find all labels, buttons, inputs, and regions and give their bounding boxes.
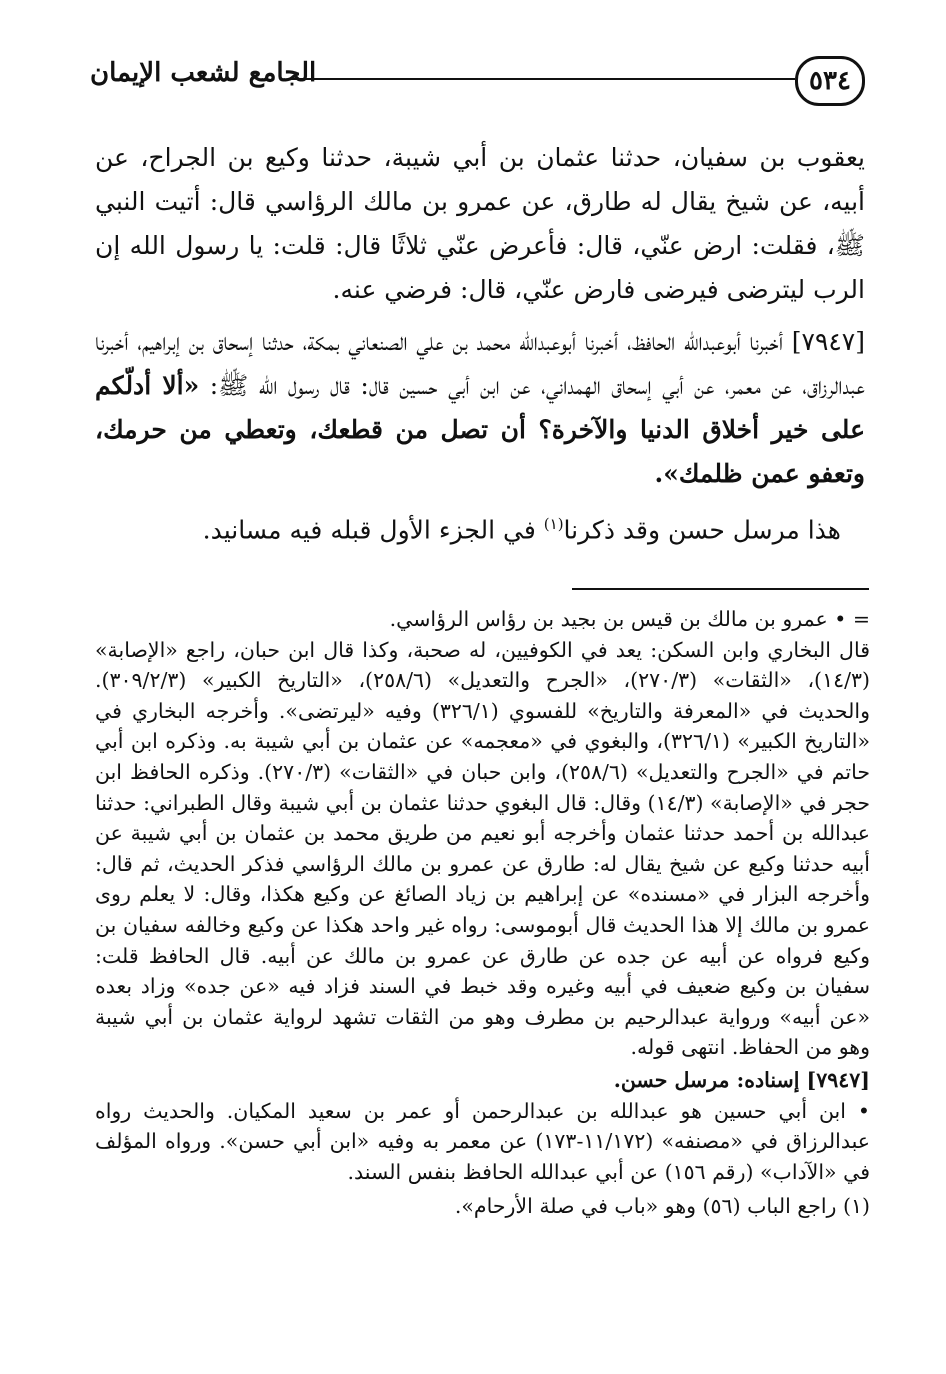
- bullet: •: [827, 607, 847, 631]
- footnote-1-body: قال البخاري وابن السكن: يعد في الكوفيين، له صحبة، وكذا قال ابن حبان، راجع «الإصابة» (١٤/٣)، «الثقات» (٢٧٠/٣)، «الجرح والتعديل» (٢٥٨/٦)، «التاريخ الكبير» (٣٠٩/٢/٣). والحديث في «المعرفة والتاريخ» للفسوي (٣٢٦/١) وفيه «ليرتضى». وأخرجه البخاري في «التاريخ الكبير» (٣٢٦/١)، والبغوي في «معجمه» عن عثمان بن أبي شيبة به. وذكره ابن أبي حاتم في «الجرح والتعديل» (٢٥٨/٦)، وابن حبان في «الثقات» (٢٧٠/٣). وذكره الحافظ ابن حجر في «الإصابة» (١٤/٣) وقال: قال البغوي حدثنا عثمان بن أبي شيبة وقال الطبراني: حدثنا عبدالله بن أحمد حدثنا عثمان وأخرجه أبو نعيم من طريق محمد بن عثمان بن أبي شيبة عن أبيه حدثنا وكيع عن شيخ يقال له: طارق عن عمرو بن مالك الرؤاسي فذكر الحديث، ثم قال: وأخرجه البزار في «مسنده» عن إبراهيم بن زياد الصائغ عن وكيع هكذا، وقال: لا يعلم روى عمرو بن مالك إلا هذا الحديث قال أبوموسى: رواه غير واحد هكذا عن وكيع وخالفه سفيان بن وكيع فرواه عن أبيه عن جده عن طارق عن عمرو بن مالك عن أبيه. قال الحافظ قلت: سفيان بن وكيع ضعيف في أبيه وغيره وقد خبط في السند فزاد فيه «عن جده» وزاد بعده «عن أبيه» ورواية عبدالرحيم بن مطرف وهو من الثقات تشهد لرواية عثمان بن أبي شيبة وهو من الحفاظ. انتهى قوله.: [95, 637, 871, 1060]
- footnote-2-label: إسناده: مرسل حسن.: [613, 1067, 807, 1092]
- main-text: [95, 136, 865, 552]
- hadith-isnad: أخبرنا أبوعبدالله الحافظ، أخبرنا أبوعبدالله محمد بن علي الصنعاني بمكة، حدثنا إسحاق بن إبراهيم، أخبرنا عبدالرزاق، عن معمر، عن أبي إسحاق الهمداني، عن ابن أبي حسين قال: قال رسول الله ﷺ:: [95, 327, 865, 400]
- footnote-3-text: ابن أبي حسين هو عبدالله بن عبدالرحمن أو عمر بن سعيد المكيان. والحديث رواه عبدالرزاق في «مصنفه» (١١/١٧٢-١٧٣) عن معمر به وفيه «ابن أبي حسن». ورواه المؤلف في «الآداب» (رقم ١٥٦) عن أبي عبدالله الحافظ بنفس السند.: [95, 1098, 871, 1184]
- continuation-mark: =: [846, 607, 870, 631]
- footnote-ref: (١): [543, 515, 564, 533]
- p3-after: في الجزء الأول قبله فيه مسانيد.: [202, 515, 544, 545]
- footnote-1-first: عمرو بن مالك بن قيس بن بجيد بن رؤاس الرؤاسي.: [389, 607, 828, 631]
- footnote-3: [95, 1096, 870, 1188]
- bullet: •: [845, 1098, 870, 1123]
- page-header: [90, 52, 865, 112]
- footnote-separator: [572, 588, 869, 590]
- paragraph-2: [95, 320, 865, 496]
- hadith-number: [٧٩٤٧]: [791, 327, 865, 356]
- paragraph-1: يعقوب بن سفيان، حدثنا عثمان بن أبي شيبة، حدثنا وكيع بن الجراح، عن أبيه، عن شيخ يقال له طارق، عن عمرو بن مالك الرؤاسي قال: أتيت النبي ﷺ، فقلت: ارض عنّي، قال: فأعرض عنّي ثلاثًا قال: قلت: يا رسول الله إن الرب ليترضى فيرضى فارض عنّي، قال: فرضي عنه.: [95, 143, 865, 304]
- book-title: الجامع لشعب الإيمان: [90, 58, 317, 88]
- footnote-4: (١) راجع الباب (٥٦) وهو «باب في صلة الأرحام».: [454, 1194, 870, 1219]
- footnote-2-number: [٧٩٤٧]: [806, 1067, 870, 1092]
- p3-before: هذا مرسل حسن وقد ذكرنا: [563, 515, 841, 545]
- footnotes: [95, 604, 870, 1222]
- page-number: ٥٣٤: [795, 56, 865, 106]
- footnote-1: [95, 604, 870, 635]
- paragraph-3: [95, 502, 865, 552]
- header-rule: [290, 78, 795, 80]
- footnote-2: [95, 1065, 870, 1096]
- hadith-quote: «ألا أدلّكم على خير أخلاق الدنيا والآخرة؟ أن تصل من قطعك، وتعطي من حرمك، وتعفو عمن ظلمك».: [95, 371, 865, 488]
